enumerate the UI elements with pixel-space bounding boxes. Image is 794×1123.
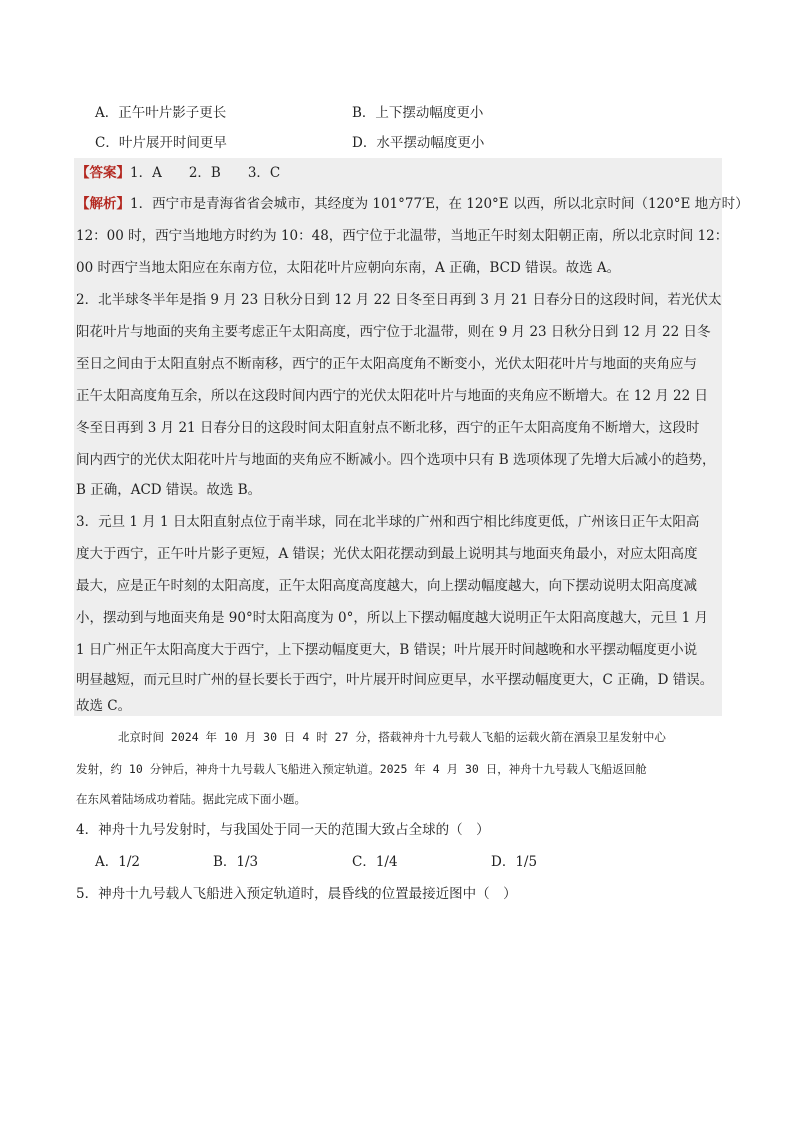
analysis-line: 12：00 时，西宁当地地方时约为 10：48，西宁位于北温带，当地正午时刻太阳朝正南，所以北京时间 12： xyxy=(76,228,729,244)
passage-line-3: 在东风着陆场成功着陆。据此完成下面小题。 xyxy=(76,792,306,806)
analysis-line: 最大，应是正午时刻的太阳高度，正午太阳高度高度越大，向上摆动幅度越大，向下摆动说明太阳高度减 xyxy=(76,578,697,594)
analysis-line: B 正确，ACD 错误。故选 B。 xyxy=(76,482,262,498)
analysis-line: 阳花叶片与地面的夹角主要考虑正午太阳高度，西宁位于北温带，则在 9 月 23 日秋分日到 12 月 22 日冬 xyxy=(76,324,711,340)
q4-choice-c: C．1/4 xyxy=(352,854,398,870)
analysis-line: 度大于西宁，正午叶片影子更短，A 错误；光伏太阳花摆动到最上说明其与地面夹角最小，对应太阳高度 xyxy=(76,546,698,562)
analysis-line: 小，摆动到与地面夹角是 90°时太阳高度为 0°，所以上下摆动幅度越大说明正午太阳高度越大，元旦 1 月 xyxy=(76,610,709,626)
analysis-line: 2．北半球冬半年是指 9 月 23 日秋分日到 12 月 22 日冬至日再到 3 月 21 日春分日的这段时间，若光伏太 xyxy=(76,292,722,308)
option-a: A．正午叶片影子更长 xyxy=(95,105,227,121)
passage-line-1: 北京时间 2024 年 10 月 30 日 4 时 27 分，搭载神舟十九号载人飞船的运载火箭在酒泉卫星发射中心 xyxy=(118,730,666,744)
answer-line xyxy=(76,163,280,183)
analysis-line: 冬至日再到 3 月 21 日春分日的这段时间太阳直射点不断北移，西宁的正午太阳高度角不断增大，这段时 xyxy=(76,420,700,436)
option-b: B．上下摆动幅度更小 xyxy=(352,105,484,121)
analysis-line: 3．元旦 1 月 1 日太阳直射点位于南半球，同在北半球的广州和西宁相比纬度更低，广州该日正午太阳高 xyxy=(76,514,700,530)
option-d: D．水平摆动幅度更小 xyxy=(352,135,485,151)
analysis-line: 故选 C。 xyxy=(76,698,132,714)
answer-text: 1．A 2．B 3．C xyxy=(130,165,281,181)
analysis-line: 正午太阳高度角互余，所以在这段时间内西宁的光伏太阳花叶片与地面的夹角应不断增大。在 12 月 22 日 xyxy=(76,388,709,404)
q4-choice-d: D．1/5 xyxy=(491,854,538,870)
question-4-stem: 4．神舟十九号发射时，与我国处于同一天的范围大致占全球的（ ） xyxy=(76,822,490,838)
analysis-text: 1．西宁市是青海省省会城市，其经度为 101°77′E，在 120°E 以西，所以北京时间（120°E 地方时） xyxy=(130,196,749,212)
analysis-line-1 xyxy=(76,194,749,214)
question-5-stem: 5．神舟十九号载人飞船进入预定轨道时，晨昏线的位置最接近图中（ ） xyxy=(76,886,517,902)
q4-choice-a: A．1/2 xyxy=(95,854,140,870)
analysis-tag: 【解析】 xyxy=(76,196,130,212)
q4-choice-b: B．1/3 xyxy=(213,854,259,870)
analysis-line: 至日之间由于太阳直射点不断南移，西宁的正午太阳高度角不断变小，光伏太阳花叶片与地面的夹角应与 xyxy=(76,356,697,372)
analysis-line: 明昼越短，而元旦时广州的昼长要长于西宁，叶片展开时间应更早，水平摆动幅度更大，C 正确，D 错误。 xyxy=(76,672,714,688)
option-c: C．叶片展开时间更早 xyxy=(95,135,227,151)
analysis-line: 间内西宁的光伏太阳花叶片与地面的夹角应不断减小。四个选项中只有 B 选项体现了先增大后减小的趋势， xyxy=(76,452,716,468)
analysis-line: 1 日广州正午太阳高度大于西宁，上下摆动幅度更大，B 错误；叶片展开时间越晚和水平摆动幅度更小说 xyxy=(76,642,698,658)
passage-line-2: 发射，约 10 分钟后，神舟十九号载人飞船进入预定轨道。2025 年 4 月 30 日，神舟十九号载人飞船返回舱 xyxy=(76,762,647,776)
answer-tag: 【答案】 xyxy=(76,165,130,181)
analysis-line: 00 时西宁当地太阳应在东南方位，太阳花叶片应朝向东南，A 正确，BCD 错误。故选 A。 xyxy=(76,260,621,276)
